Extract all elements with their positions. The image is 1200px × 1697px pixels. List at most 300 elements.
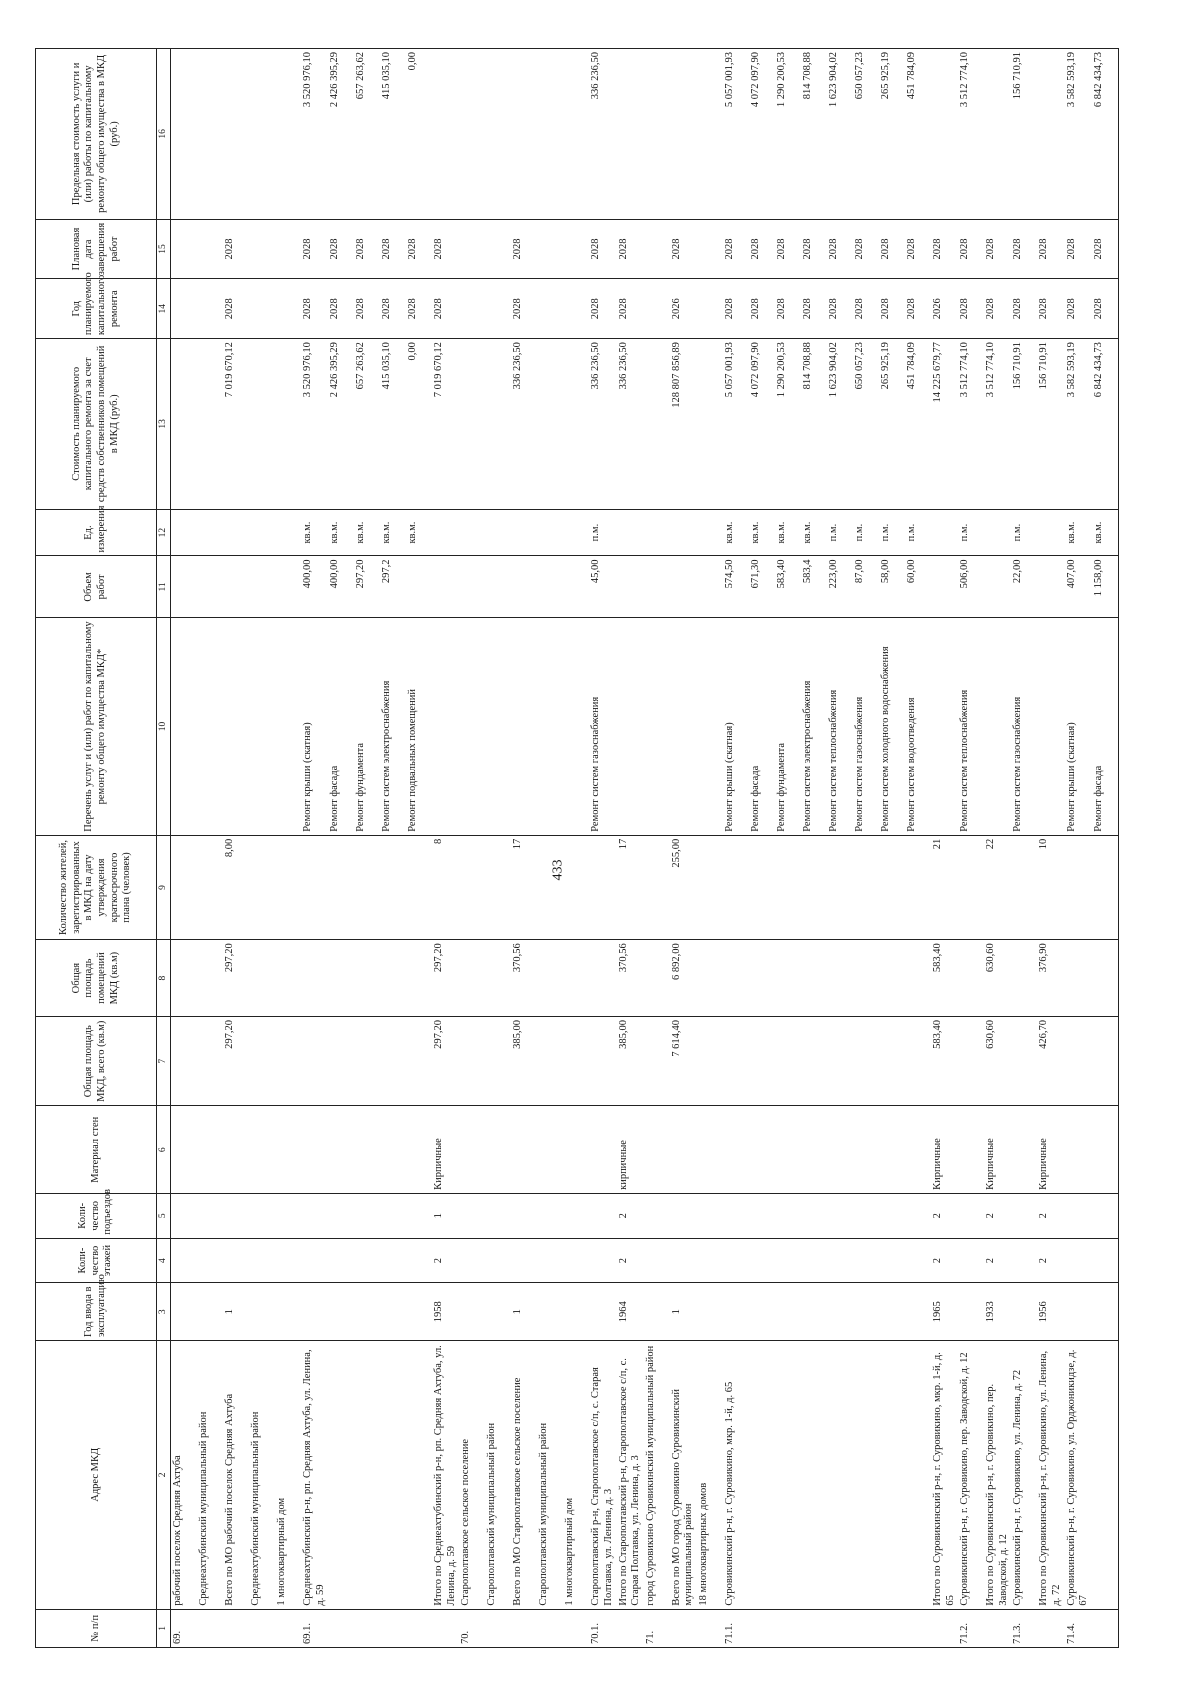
table-cell: [197, 940, 223, 1017]
table-cell: [984, 1609, 1011, 1647]
table-cell: [697, 219, 723, 279]
table-cell: 385,00: [511, 1016, 537, 1106]
table-cell: [644, 1106, 670, 1193]
table-cell: 3 520 976,10: [301, 49, 328, 220]
table-cell: 657 263,62: [354, 339, 380, 510]
table-cell: [723, 1193, 749, 1238]
table-cell: 2: [1037, 1238, 1064, 1283]
table-cell: 21: [931, 835, 958, 939]
table-cell: 2: [931, 1238, 958, 1283]
table-cell: 400,00: [328, 556, 354, 618]
table-cell: [1092, 940, 1119, 1017]
table-cell: 583,4: [801, 556, 827, 618]
table-cell: [563, 940, 589, 1017]
table-cell: [905, 1609, 931, 1647]
table-cell: 2: [984, 1238, 1011, 1283]
table-cell: [589, 835, 616, 939]
table-cell: [223, 1609, 249, 1647]
table-cell: 45,00: [589, 556, 616, 618]
table-cell: 1 многоквартирный дом: [563, 1341, 589, 1610]
table-cell: [775, 1106, 801, 1193]
table-cell: 2028: [749, 219, 775, 279]
table-row: [853, 49, 879, 1648]
table-cell: [801, 1341, 827, 1610]
table-cell: [801, 1016, 827, 1106]
table-cell: 2028: [801, 279, 827, 339]
table-cell: 6 842 434,73: [1092, 339, 1119, 510]
table-cell: [459, 1016, 485, 1106]
table-cell: 297,20: [223, 940, 249, 1017]
table-cell: 407,00: [1065, 556, 1092, 618]
table-cell: 128 807 856,89: [670, 339, 697, 510]
table-cell: Ремонт систем электроснабжения: [380, 618, 406, 835]
table-cell: [511, 1238, 537, 1283]
table-cell: п.м.: [958, 509, 984, 556]
table-cell: Старополтавский муниципальный район: [537, 1341, 563, 1610]
table-cell: 297,20: [432, 1016, 459, 1106]
table-cell: [537, 219, 563, 279]
table-row: [827, 49, 853, 1648]
table-row: [432, 49, 459, 1648]
table-cell: [905, 1238, 931, 1283]
table-cell: [354, 1283, 380, 1341]
column-number: 6: [157, 1106, 171, 1193]
table-cell: [1065, 1016, 1092, 1106]
table-cell: [644, 219, 670, 279]
table-row: [537, 49, 563, 1648]
table-cell: [749, 1609, 775, 1647]
table-cell: 8: [432, 835, 459, 939]
table-cell: 650 057,23: [853, 49, 879, 220]
table-cell: [905, 1283, 931, 1341]
table-cell: [563, 835, 589, 939]
table-cell: [328, 1016, 354, 1106]
table-cell: [249, 1106, 275, 1193]
table-cell: [485, 1283, 511, 1341]
table-cell: 0,00: [406, 339, 432, 510]
table-cell: [197, 1016, 223, 1106]
table-cell: 2028: [1011, 279, 1037, 339]
table-body: [171, 49, 1119, 1648]
table-cell: [328, 940, 354, 1017]
table-cell: [459, 1238, 485, 1283]
table-cell: [354, 835, 380, 939]
table-row: [589, 49, 616, 1648]
table-cell: [354, 1193, 380, 1238]
table-cell: [697, 940, 723, 1017]
table-cell: [432, 49, 459, 220]
table-cell: [301, 940, 328, 1017]
table-cell: [406, 1106, 432, 1193]
table-cell: 297,2: [380, 556, 406, 618]
column-header: Коли-чество подъездов: [36, 1193, 157, 1238]
table-cell: Кирпичные: [931, 1106, 958, 1193]
table-cell: [380, 1283, 406, 1341]
table-cell: 10: [1037, 835, 1064, 939]
table-cell: кв.м.: [1065, 509, 1092, 556]
table-cell: [644, 1016, 670, 1106]
table-cell: Суровикинский р-н, г. Суровикино, пер. Заводской, д. 12: [958, 1341, 984, 1610]
table-cell: [511, 618, 537, 835]
table-cell: [827, 1283, 853, 1341]
table-cell: 400,00: [301, 556, 328, 618]
table-cell: [275, 618, 301, 835]
table-cell: [249, 1016, 275, 1106]
table-cell: 297,20: [354, 556, 380, 618]
table-cell: 17: [511, 835, 537, 939]
table-cell: [644, 1283, 670, 1341]
table-cell: [380, 1341, 406, 1610]
table-cell: [723, 835, 749, 939]
table-cell: [432, 556, 459, 618]
table-cell: 6 892,00: [670, 940, 697, 1017]
table-cell: Ремонт систем холодного водоснабжения: [879, 618, 905, 835]
table-cell: Кирпичные: [432, 1106, 459, 1193]
table-cell: 2: [617, 1238, 644, 1283]
table-cell: [827, 1609, 853, 1647]
table-cell: 2028: [905, 279, 931, 339]
table-cell: [697, 49, 723, 220]
table-cell: 370,56: [511, 940, 537, 1017]
column-header: Плановая дата завершения работ: [36, 219, 157, 279]
table-cell: [775, 940, 801, 1017]
table-cell: [1092, 1341, 1119, 1610]
table-cell: [380, 940, 406, 1017]
table-cell: [563, 1016, 589, 1106]
table-cell: [406, 835, 432, 939]
table-cell: 71.4.: [1065, 1609, 1092, 1647]
table-cell: 5 057 001,93: [723, 49, 749, 220]
table-cell: [617, 1609, 644, 1647]
table-cell: 3 512 774,10: [958, 49, 984, 220]
table-cell: 1 623 904,02: [827, 49, 853, 220]
table-cell: Ремонт крыши (скатная): [1065, 618, 1092, 835]
table-cell: 70.: [459, 1609, 485, 1647]
table-cell: [879, 1193, 905, 1238]
table-cell: [670, 618, 697, 835]
table-cell: [249, 279, 275, 339]
table-cell: [485, 618, 511, 835]
table-cell: [801, 1193, 827, 1238]
table-cell: [749, 1283, 775, 1341]
column-number: 5: [157, 1193, 171, 1238]
table-cell: [275, 1106, 301, 1193]
table-cell: 336 236,50: [589, 339, 616, 510]
table-cell: [644, 835, 670, 939]
table-cell: [853, 1238, 879, 1283]
table-cell: 2 426 395,29: [328, 49, 354, 220]
table-cell: 415 035,10: [380, 339, 406, 510]
table-cell: [301, 1193, 328, 1238]
column-number: 15: [157, 219, 171, 279]
table-cell: [275, 940, 301, 1017]
table-cell: [905, 1193, 931, 1238]
table-cell: [563, 1106, 589, 1193]
table-cell: [511, 556, 537, 618]
table-cell: [459, 940, 485, 1017]
table-cell: 7 614,40: [670, 1016, 697, 1106]
table-cell: [1065, 1193, 1092, 1238]
table-cell: [432, 618, 459, 835]
table-cell: [563, 1238, 589, 1283]
table-cell: 2028: [853, 279, 879, 339]
table-cell: [958, 1016, 984, 1106]
table-cell: [775, 1341, 801, 1610]
table-row: [301, 49, 328, 1648]
table-cell: [249, 509, 275, 556]
table-cell: [354, 1341, 380, 1610]
table-cell: [249, 1283, 275, 1341]
table-cell: [171, 509, 198, 556]
table-cell: 2026: [670, 279, 697, 339]
table-cell: [485, 940, 511, 1017]
table-cell: 2028: [406, 279, 432, 339]
table-cell: [459, 1283, 485, 1341]
table-cell: [984, 49, 1011, 220]
table-cell: [459, 509, 485, 556]
column-number: 2: [157, 1341, 171, 1610]
column-number: 14: [157, 279, 171, 339]
table-cell: [275, 835, 301, 939]
table-cell: [537, 1016, 563, 1106]
table-cell: [197, 618, 223, 835]
table-cell: кв.м.: [749, 509, 775, 556]
table-cell: 1 многоквартирный дом: [275, 1341, 301, 1610]
table-cell: [697, 556, 723, 618]
table-cell: 415 035,10: [380, 49, 406, 220]
table-cell: [1037, 1609, 1064, 1647]
table-cell: [406, 556, 432, 618]
table-cell: 2028: [301, 279, 328, 339]
table-cell: 7 019 670,12: [223, 339, 249, 510]
table-cell: [537, 49, 563, 220]
table-cell: [723, 1106, 749, 1193]
table-cell: 69.1.: [301, 1609, 328, 1647]
table-cell: 2028: [801, 219, 827, 279]
table-cell: [644, 509, 670, 556]
table-cell: [563, 339, 589, 510]
table-row: [197, 49, 223, 1648]
table-cell: 71.1.: [723, 1609, 749, 1647]
table-cell: [406, 1341, 432, 1610]
table-cell: 2028: [879, 219, 905, 279]
column-number: 11: [157, 556, 171, 618]
table-cell: 8,00: [223, 835, 249, 939]
table-cell: 297,20: [223, 1016, 249, 1106]
table-cell: [223, 618, 249, 835]
table-cell: 2028: [958, 279, 984, 339]
table-cell: [1065, 940, 1092, 1017]
table-cell: Ремонт фундамента: [354, 618, 380, 835]
table-cell: 156 710,91: [1011, 49, 1037, 220]
table-cell: [775, 1609, 801, 1647]
table-cell: [749, 1238, 775, 1283]
table-cell: 2028: [589, 219, 616, 279]
table-cell: Кирпичные: [1037, 1106, 1064, 1193]
table-cell: [485, 1016, 511, 1106]
table-cell: [406, 1238, 432, 1283]
table-cell: 2: [984, 1193, 1011, 1238]
table-cell: 69.: [171, 1609, 198, 1647]
table-row: [984, 49, 1011, 1648]
table-row: [670, 49, 697, 1648]
table-cell: Ремонт систем теплоснабжения: [827, 618, 853, 835]
table-cell: [827, 940, 853, 1017]
table-cell: [249, 618, 275, 835]
table-cell: 1958: [432, 1283, 459, 1341]
table-cell: [905, 940, 931, 1017]
table-cell: 87,00: [853, 556, 879, 618]
table-cell: [905, 835, 931, 939]
table-cell: Ремонт систем теплоснабжения: [958, 618, 984, 835]
table-cell: Старополтавский р-н, Старополтавское с/п, с. Старая Полтавка, ул. Ленина, д. 3: [589, 1341, 616, 1610]
table-cell: 2028: [723, 219, 749, 279]
table-cell: Среднеахтубинский р-н, рп. Средняя Ахтуба, ул. Ленина, д. 59: [301, 1341, 328, 1610]
table-cell: 2: [1037, 1193, 1064, 1238]
column-number: 8: [157, 940, 171, 1017]
table-cell: [1092, 1193, 1119, 1238]
table-cell: [223, 1106, 249, 1193]
table-row: [249, 49, 275, 1648]
table-cell: 3 582 593,19: [1065, 49, 1092, 220]
table-row: [171, 49, 198, 1648]
table-cell: 2028: [354, 279, 380, 339]
table-cell: кирпичные: [617, 1106, 644, 1193]
table-cell: [644, 1238, 670, 1283]
table-cell: [171, 1283, 198, 1341]
table-cell: Ремонт систем газоснабжения: [589, 618, 616, 835]
table-cell: [801, 835, 827, 939]
table-cell: [537, 618, 563, 835]
column-header: Коли-чество этажей: [36, 1238, 157, 1283]
column-number-row: [157, 49, 171, 1648]
table-cell: [197, 1238, 223, 1283]
table-cell: [406, 1193, 432, 1238]
table-cell: [1037, 49, 1064, 220]
table-row: [1037, 49, 1064, 1648]
table-cell: 630,60: [984, 1016, 1011, 1106]
table-cell: 71.2.: [958, 1609, 984, 1647]
table-cell: [301, 1106, 328, 1193]
table-row: [563, 49, 589, 1648]
table-cell: [485, 1106, 511, 1193]
table-cell: [171, 618, 198, 835]
table-cell: кв.м.: [354, 509, 380, 556]
table-cell: [931, 618, 958, 835]
table-cell: Всего по МО рабочий поселок Средняя Ахтуба: [223, 1341, 249, 1610]
table-cell: Среднеахтубинский муниципальный район: [197, 1341, 223, 1610]
table-cell: [380, 1238, 406, 1283]
table-cell: 1956: [1037, 1283, 1064, 1341]
column-header: Общая площадь помещений МКД (кв.м): [36, 940, 157, 1017]
table-cell: [697, 1193, 723, 1238]
table-cell: 71.3.: [1011, 1609, 1037, 1647]
table-cell: [380, 1016, 406, 1106]
column-header: Перечень услуг и (или) работ по капитальному ремонту общего имущества МКД*: [36, 618, 157, 835]
table-cell: [275, 556, 301, 618]
column-number: 1: [157, 1609, 171, 1647]
table-cell: [171, 1238, 198, 1283]
table-cell: [563, 556, 589, 618]
table-row: [749, 49, 775, 1648]
table-cell: [697, 279, 723, 339]
table-cell: [380, 835, 406, 939]
column-header: Ед. измерения: [36, 509, 157, 556]
table-cell: п.м.: [827, 509, 853, 556]
table-cell: [589, 940, 616, 1017]
table-cell: 671,30: [749, 556, 775, 618]
table-cell: 3 512 774,10: [958, 339, 984, 510]
table-cell: 2028: [328, 279, 354, 339]
table-cell: [328, 1238, 354, 1283]
column-header: Предельная стоимость услуги и (или) работы по капитальному ремонту общего имущества в МКД (руб.): [36, 49, 157, 220]
table-cell: [775, 1193, 801, 1238]
table-cell: [1011, 1016, 1037, 1106]
table-cell: [171, 49, 198, 220]
table-cell: [644, 556, 670, 618]
table-cell: [775, 835, 801, 939]
table-cell: [617, 556, 644, 618]
table-cell: [853, 1283, 879, 1341]
table-cell: [537, 279, 563, 339]
table-cell: [275, 1193, 301, 1238]
table-cell: 14 225 679,77: [931, 339, 958, 510]
table-cell: п.м.: [853, 509, 879, 556]
table-cell: [406, 1016, 432, 1106]
table-cell: 2028: [1037, 279, 1064, 339]
table-row: [958, 49, 984, 1648]
table-cell: [223, 49, 249, 220]
table-cell: [563, 1193, 589, 1238]
table-cell: Итого по Суровикинский р-н, г. Суровикино, ул. Ленина, д. 72: [1037, 1341, 1064, 1610]
table-row: [801, 49, 827, 1648]
table-cell: 1 623 904,02: [827, 339, 853, 510]
table-cell: 2028: [617, 219, 644, 279]
page-number: 433: [550, 859, 566, 881]
table-cell: 385,00: [617, 1016, 644, 1106]
table-cell: 336 236,50: [617, 339, 644, 510]
table-cell: город Суровикино Суровикинский муниципальный район: [644, 1341, 670, 1610]
table-row: [459, 49, 485, 1648]
table-cell: [485, 1238, 511, 1283]
table-cell: 71.: [644, 1609, 670, 1647]
table-cell: [197, 1106, 223, 1193]
table-cell: [511, 1106, 537, 1193]
table-cell: [1011, 1106, 1037, 1193]
table-cell: [749, 1106, 775, 1193]
table-cell: [563, 509, 589, 556]
table-cell: 5 057 001,93: [723, 339, 749, 510]
table-cell: [1092, 1106, 1119, 1193]
table-cell: [958, 835, 984, 939]
table-row: [879, 49, 905, 1648]
table-cell: 2028: [879, 279, 905, 339]
table-cell: кв.м.: [1092, 509, 1119, 556]
table-row: [775, 49, 801, 1648]
table-cell: 156 710,91: [1037, 339, 1064, 510]
table-cell: 60,00: [905, 556, 931, 618]
table-cell: Итого по Суровикинский р-н, г. Суровикино, мкр. 1-й, д. 65: [931, 1341, 958, 1610]
table-cell: [801, 940, 827, 1017]
table-cell: кв.м.: [380, 509, 406, 556]
table-cell: 70.1.: [589, 1609, 616, 1647]
table-cell: [1011, 1238, 1037, 1283]
table-row: [485, 49, 511, 1648]
table-cell: [511, 1609, 537, 1647]
table-cell: кв.м.: [775, 509, 801, 556]
table-cell: 506,00: [958, 556, 984, 618]
table-row: [275, 49, 301, 1648]
